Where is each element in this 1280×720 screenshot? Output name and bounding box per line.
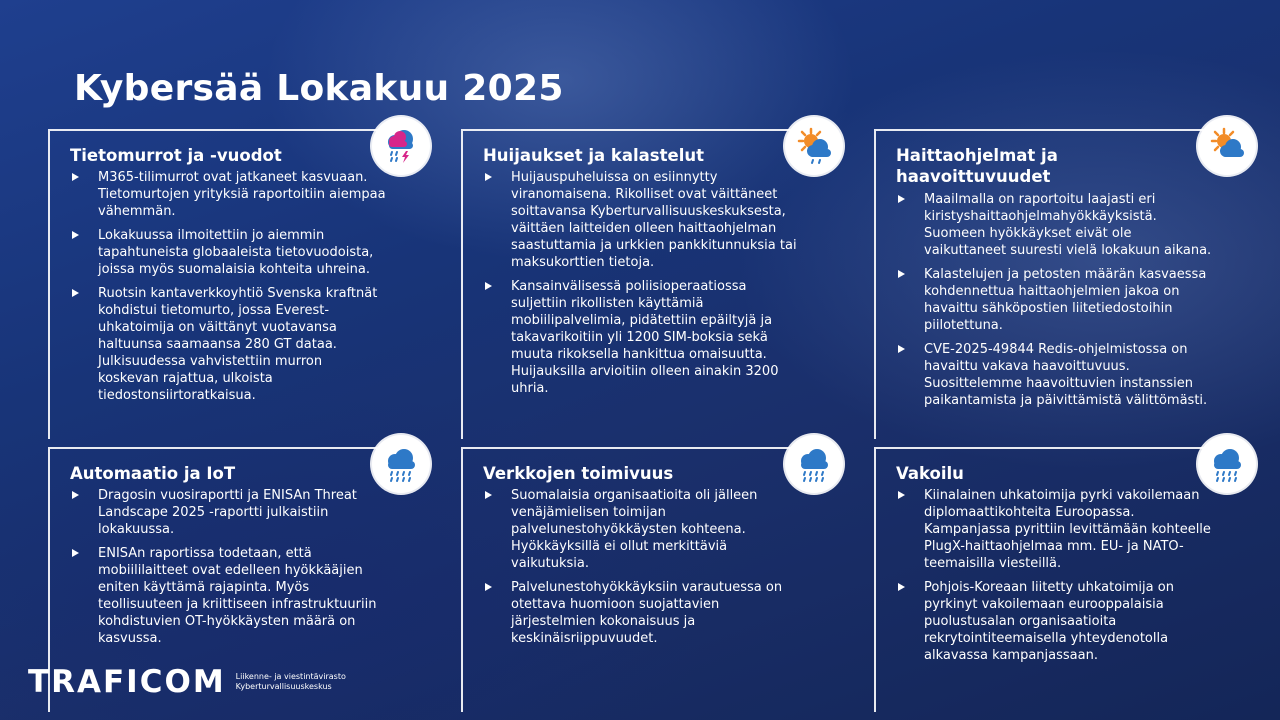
list-item: Suomalaisia organisaatioita oli jälleen venäjämielisen toimijan palvelunestohyökkäysten kohteena. Hyökkäyksillä ei ollut merkittäviä vaikutuksia.: [483, 487, 799, 572]
list-item: Palvelunestohyökkäyksiin varautuessa on otettava huomioon suojattavien järjestelmien kokonaisuus ja keskinäisriippuvuudet.: [483, 579, 799, 647]
card-espionage: [874, 447, 1228, 712]
list-item: Kalastelujen ja petosten määrän kasvaessa kohdennettua haittaohjelmien jakoa on havaittu sähköpostien liitetiedostoihin piilotettuna.: [896, 266, 1212, 334]
card-title: Haittaohjelmat ja haavoittuvuudet: [896, 146, 1058, 186]
card-title: Automaatio ja IoT: [70, 464, 236, 483]
card-network-availability: [461, 447, 815, 712]
card-title: Huijaukset ja kalastelut: [483, 146, 704, 165]
rain-icon: [785, 435, 843, 493]
logo-line-1: Liikenne- ja viestintävirasto: [235, 672, 346, 681]
list-item: CVE-2025-49844 Redis-ohjelmistossa on havaittu vakava haavoittuvuus. Suosittelemme haavoittuvien instanssien paikantamista ja päivittämistä välittömästi.: [896, 341, 1212, 409]
card-title: Tietomurrot ja -vuodot: [70, 146, 282, 165]
list-item: Dragosin vuosiraportti ja ENISAn Threat Landscape 2025 -raportti julkaistiin lokakuussa.: [70, 487, 386, 538]
logo-subtitle: [236, 672, 346, 692]
rain-icon: [1198, 435, 1256, 493]
card-title: Verkkojen toimivuus: [483, 464, 674, 483]
card-data-breaches: [48, 129, 402, 439]
list-item: M365-tilimurrot ovat jatkaneet kasvuaan. Tietomurtojen yrityksiä raportoitiin aiempaa vähemmän.: [70, 169, 386, 220]
partly-cloudy-icon: [1198, 117, 1256, 175]
list-item: Kiinalainen uhkatoimija pyrki vakoilemaan diplomaattikohteita Euroopassa. Kampanjassa pyrittiin levittämään kohteelle PlugX-haittaohjelmaa mm. EU- ja NATO-teemaisilla viesteillä.: [896, 487, 1212, 572]
list-item: Maailmalla on raportoitu laajasti eri kiristyshaittaohjelmahyökkäyksistä. Suomeen hyökkäykset eivät ole vaikuttaneet suuresti vielä lokakuun aikana.: [896, 191, 1212, 259]
traficom-logo: [28, 664, 346, 700]
list-item: Huijauspuheluissa on esiinnytty viranomaisena. Rikolliset ovat väittäneet soittavansa Kyberturvallisuuskeskuksesta, väittäen laitteiden olleen haittaohjelman saastuttamia ja urkkien pankkitunnuksia tai maksukorttien tietoja.: [483, 169, 799, 271]
list-item: ENISAn raportissa todetaan, että mobiililaitteet ovat edelleen hyökkääjien eniten käyttämä rajapinta. Myös teollisuuteen ja kriittiseen infrastruktuuriin kohdistuvien OT-hyökkäysten määrä on kasvussa.: [70, 545, 386, 647]
logo-line-2: Kyberturvallisuuskeskus: [235, 682, 332, 691]
storm-icon: [372, 117, 430, 175]
card-malware-vulnerabilities: [874, 129, 1228, 439]
card-title: Vakoilu: [896, 464, 964, 483]
partly-cloudy-icon: [785, 117, 843, 175]
page-title: Kybersää Lokakuu 2025: [74, 68, 564, 109]
list-item: Ruotsin kantaverkkoyhtiö Svenska kraftnät kohdistui tietomurto, jossa Everest-uhkatoimija on väittänyt vuotavansa haltuunsa saamaansa 280 GT dataa. Julkisuudessa vahvistettiin murron koskevan rajattua, ulkoista tiedostonsiirtoratkaisua.: [70, 285, 386, 404]
list-item: Pohjois-Koreaan liitetty uhkatoimija on pyrkinyt vakoilemaan eurooppalaisia puolustusalan organisaatioita rekrytointiteemaisella yhteydenotolla alkavassa kampanjassaan.: [896, 579, 1212, 664]
list-item: Lokakuussa ilmoitettiin jo aiemmin tapahtuneista globaaleista tietovuodoista, joissa myös suomalaisia kohteita uhreina.: [70, 227, 386, 278]
logo-wordmark: TRAFICOM: [28, 664, 226, 700]
list-item: Kansainvälisessä poliisioperaatiossa suljettiin rikollisten käyttämiä mobiilipalvelimia, pidätettiin epäiltyjä ja takavarikoitiin yli 1200 SIM-boksia sekä muuta rikoksella hankittua omaisuutta. Huijauksilla arvioitiin olleen ainakin 3200 uhria.: [483, 278, 799, 397]
card-scams-phishing: [461, 129, 815, 439]
rain-icon: [372, 435, 430, 493]
